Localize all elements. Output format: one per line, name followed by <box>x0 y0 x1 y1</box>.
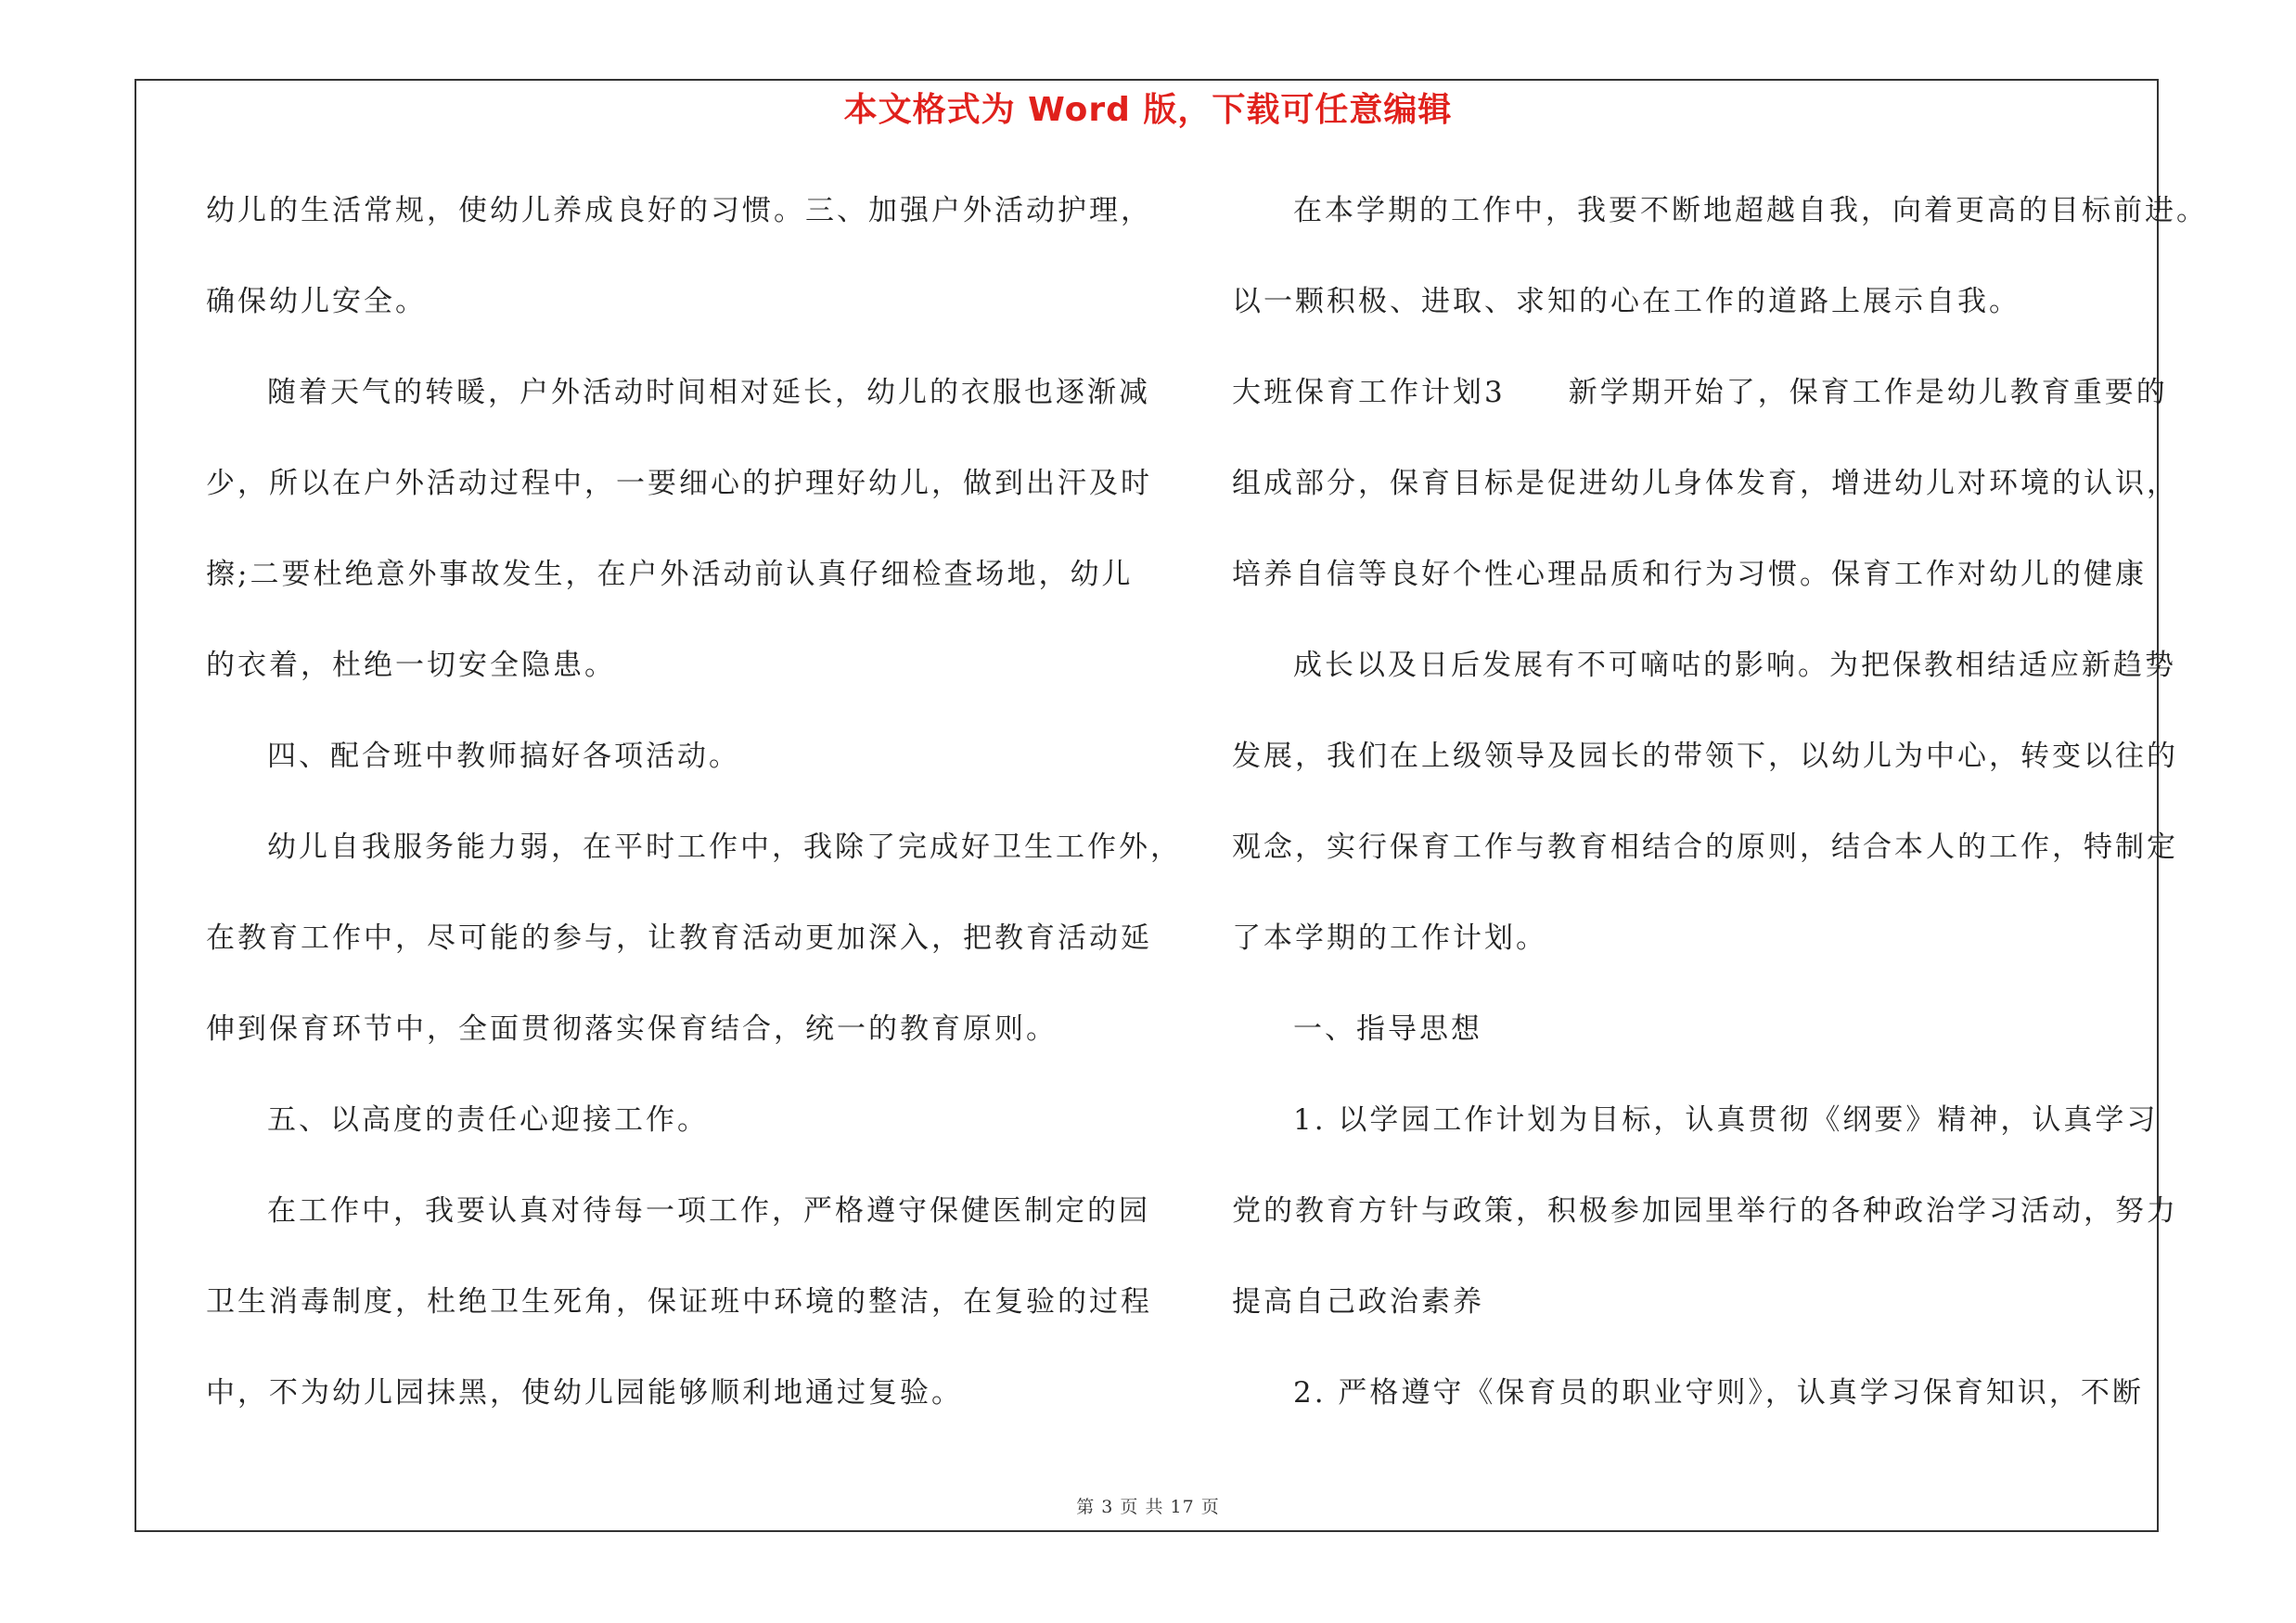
text-line: 1. 以学园工作计划为目标，认真贯彻《纲要》精神，认真学习 <box>1293 1103 2159 1137</box>
text-line: 在教育工作中，尽可能的参与，让教育活动更加深入，把教育活动延 <box>206 921 1152 955</box>
text-line: 随着天气的转暖，户外活动时间相对延长，幼儿的衣服也逐渐减 <box>267 376 1150 409</box>
text-line: 观念，实行保育工作与教育相结合的原则，结合本人的工作，特制定 <box>1232 831 2178 864</box>
text-line: 四、配合班中教师搞好各项活动。 <box>267 740 740 773</box>
text-line: 发展，我们在上级领导及园长的带领下，以幼儿为中心，转变以往的 <box>1232 740 2178 773</box>
text-line: 培养自信等良好个性心理品质和行为习惯。保育工作对幼儿的健康 <box>1232 558 2147 591</box>
text-line: 伸到保育环节中，全面贯彻落实保育结合，统一的教育原则。 <box>206 1012 1058 1046</box>
text-line: 成长以及日后发展有不可嘀咕的影响。为把保教相结适应新趋势 <box>1293 649 2176 682</box>
format-banner: 本文格式为 Word 版，下载可任意编辑 <box>843 91 1453 129</box>
text-line: 确保幼儿安全。 <box>206 285 427 318</box>
text-line: 在本学期的工作中，我要不断地超越自我，向着更高的目标前进。 <box>1293 194 2208 227</box>
text-line: 少，所以在户外活动过程中，一要细心的护理好幼儿，做到出汗及时 <box>206 467 1152 500</box>
text-line: 大班保育工作计划3 新学期开始了，保育工作是幼儿教育重要的 <box>1232 376 2168 409</box>
page-number-footer: 第 3 页 共 17 页 <box>1076 1497 1220 1517</box>
right-column <box>1232 181 2208 1454</box>
left-column <box>206 181 1182 1454</box>
text-line: 一、指导思想 <box>1293 1012 1482 1046</box>
text-line: 组成部分，保育目标是促进幼儿身体发育，增进幼儿对环境的认识， <box>1232 467 2178 500</box>
text-line: 在工作中，我要认真对待每一项工作，严格遵守保健医制定的园 <box>267 1194 1150 1228</box>
text-line: 五、以高度的责任心迎接工作。 <box>267 1103 709 1137</box>
text-line: 擦;二要杜绝意外事故发生，在户外活动前认真仔细检查场地，幼儿 <box>206 558 1134 591</box>
text-line: 提高自己政治素养 <box>1232 1285 1484 1319</box>
text-line: 党的教育方针与政策，积极参加园里举行的各种政治学习活动，努力 <box>1232 1194 2178 1228</box>
text-line: 2. 严格遵守《保育员的职业守则》，认真学习保育知识，不断 <box>1293 1376 2144 1410</box>
text-line: 幼儿的生活常规，使幼儿养成良好的习惯。三、加强户外活动护理， <box>206 194 1152 227</box>
text-line: 卫生消毒制度，杜绝卫生死角，保证班中环境的整洁，在复验的过程 <box>206 1285 1152 1319</box>
text-line: 以一颗积极、进取、求知的心在工作的道路上展示自我。 <box>1232 285 2020 318</box>
text-line: 的衣着，杜绝一切安全隐患。 <box>206 649 616 682</box>
text-line: 中，不为幼儿园抹黑，使幼儿园能够顺利地通过复验。 <box>206 1376 963 1410</box>
text-line: 幼儿自我服务能力弱，在平时工作中，我除了完成好卫生工作外， <box>267 831 1182 864</box>
text-line: 了本学期的工作计划。 <box>1232 921 1547 955</box>
